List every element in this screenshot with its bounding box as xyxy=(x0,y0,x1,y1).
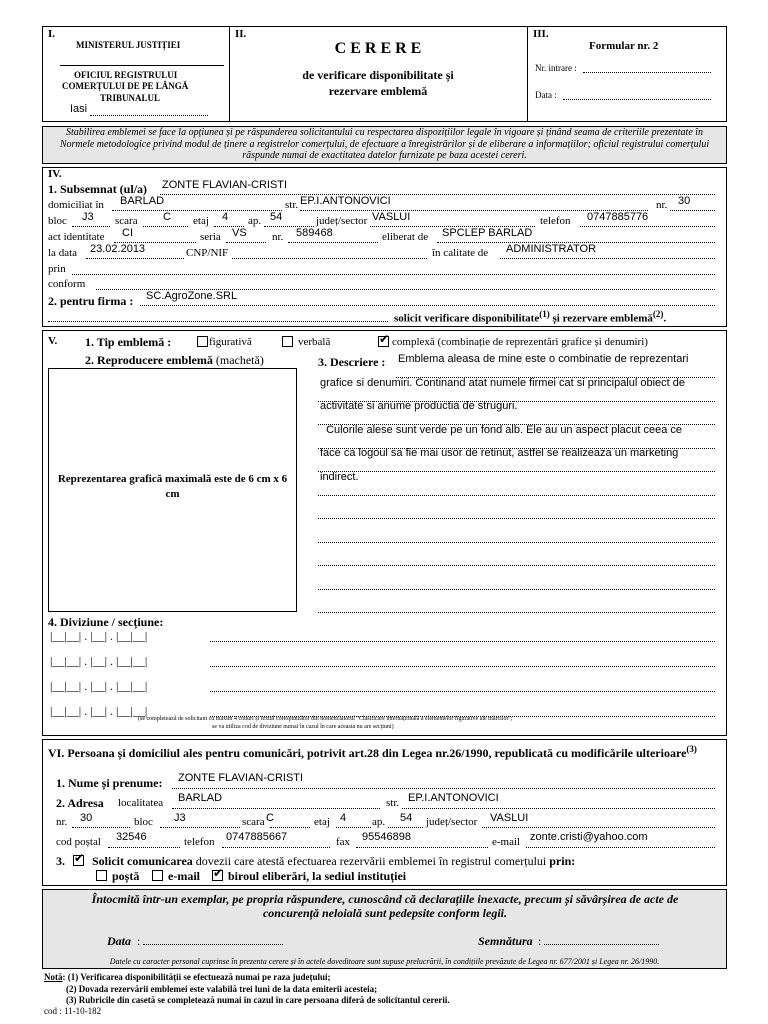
la-data-value[interactable]: 23.02.2013 xyxy=(90,243,146,255)
ap-value[interactable]: 54 xyxy=(270,211,283,223)
telefon-dots xyxy=(580,226,715,227)
checkbox-posta[interactable] xyxy=(96,870,107,881)
tip-label: 1. Tip emblemă : xyxy=(85,335,172,349)
str-label: str. xyxy=(285,199,299,211)
nr6-dots xyxy=(72,827,130,828)
data-intrare-label: Data : xyxy=(535,90,557,100)
judet-label: județ/sector xyxy=(316,215,368,227)
seria-dots xyxy=(226,242,266,243)
judet-value[interactable]: VASLUI xyxy=(372,211,411,223)
solicit-prin: prin: xyxy=(549,854,576,868)
scara6-label: scara xyxy=(242,816,265,828)
nr-dots xyxy=(670,210,715,211)
notes-line-1 xyxy=(44,972,331,982)
telefon6-label: telefon xyxy=(184,836,215,848)
division-code-pattern[interactable]: |__|__| . |__| . |__|__| xyxy=(50,654,148,668)
seria-value[interactable]: VS xyxy=(232,227,247,239)
sign-data-colon: : xyxy=(137,934,141,948)
telefon6-dots xyxy=(222,847,330,848)
section-6-title-text: VI. Persoana și domiciliul ales pentru comunicări, potrivit art.28 din Legea nr.26/1990, republicată cu modificările ulterioare xyxy=(48,746,687,760)
division-text-line[interactable] xyxy=(210,666,715,667)
data-intrare-field[interactable] xyxy=(563,99,711,100)
firma-dots-2 xyxy=(48,321,388,322)
form-title: C E R E R E xyxy=(334,40,422,57)
nume-label: 1. Nume și prenume: xyxy=(56,776,163,790)
section-4-number: IV. xyxy=(48,168,62,180)
description-line xyxy=(318,565,715,566)
scara6-dots xyxy=(270,827,310,828)
etaj6-label: etaj xyxy=(314,816,330,828)
opt-email: e-mail xyxy=(168,869,200,883)
form-number: Formular nr. 2 xyxy=(589,40,659,52)
subsemnat-value[interactable]: ZONTE FLAVIAN-CRISTI xyxy=(162,179,288,191)
nr-label: nr. xyxy=(656,199,668,211)
reproducere-note: (machetă) xyxy=(215,353,264,367)
sign-semnatura-field[interactable] xyxy=(544,944,659,945)
bloc6-value[interactable]: J3 xyxy=(174,812,186,824)
division-footnote-2: se va utiliza cod de diviziune numai în cazul în care aceasta nu are secțiuni) xyxy=(212,724,394,730)
description-line xyxy=(318,612,715,613)
ministry-rule xyxy=(60,65,224,66)
eliberat-value[interactable]: SPCLEP BARLAD xyxy=(442,227,533,239)
scara-label: scara xyxy=(115,215,138,227)
nr2-dots xyxy=(288,242,378,243)
domiciliat-dots xyxy=(112,210,282,211)
ap6-label: ap. xyxy=(372,816,386,828)
diviziune-label: 4. Diviziune / secțiune: xyxy=(48,615,164,629)
solicit-text6: dovezii care atestă efectuarea rezervării emblemei în registrul comerțului xyxy=(195,854,547,868)
privacy-note: Datele cu caracter personal cuprinse în prezenta cerere și în actele doveditoare sunt supuse prelucrării, în condițiile prevăzute de Legea nr. 677/2001 și Legea nr. 26/1990. xyxy=(109,957,660,966)
telefon6-value[interactable]: 0747885667 xyxy=(226,831,288,843)
nr-value[interactable]: 30 xyxy=(678,195,691,207)
etaj6-value[interactable]: 4 xyxy=(340,812,347,824)
sign-semnatura-label: Semnătura xyxy=(478,934,533,948)
city-dots xyxy=(90,115,208,116)
section-3-number: III. xyxy=(533,28,549,40)
judet6-value[interactable]: VASLUI xyxy=(490,812,529,824)
cod-value[interactable]: 32546 xyxy=(116,831,147,843)
email-value[interactable]: zonte.cristi@yahoo.com xyxy=(530,831,648,843)
description-text-line: activitate si anume productia de struguri. xyxy=(320,400,518,412)
nr6-value[interactable]: 30 xyxy=(80,812,93,824)
description-line xyxy=(318,589,715,590)
conform-label: conform xyxy=(48,278,86,290)
subsemnat-label: 1. Subsemnat (ul/a) xyxy=(48,182,148,196)
bloc6-label: bloc xyxy=(134,816,153,828)
description-text-line: indirect. xyxy=(320,470,359,483)
firma-label: 2. pentru firma : xyxy=(48,294,134,308)
description-text-line: grafice si denumiri. Continand atat numele firmei cat si principalul obiect de xyxy=(320,376,686,389)
cod-label: cod poștal xyxy=(56,836,101,848)
str6-dots xyxy=(402,808,715,809)
description-text-line: Culorile alese sunt verde pe un fond alb. Ele au un aspect placut ceea ce xyxy=(320,423,683,436)
telefon-value[interactable]: 0747885776 xyxy=(587,211,649,223)
nume-value[interactable]: ZONTE FLAVIAN-CRISTI xyxy=(178,772,304,784)
checkbox-verbala[interactable] xyxy=(282,336,293,347)
nr2-value[interactable]: 589468 xyxy=(296,227,333,239)
note-2: (2) Dovada rezervării emblemei este valabilă trei luni de la data emiterii acesteia; xyxy=(66,984,378,994)
act-value[interactable]: CI xyxy=(122,227,133,239)
scara-value[interactable]: C xyxy=(163,211,171,223)
scara-dots xyxy=(143,226,188,227)
cod-dots xyxy=(108,847,180,848)
division-text-line[interactable] xyxy=(210,641,715,642)
prin-dots[interactable] xyxy=(72,274,715,275)
opt-figurativa: figurativă xyxy=(209,336,252,348)
judet6-dots xyxy=(482,827,715,828)
calitate-dots xyxy=(500,258,715,259)
judet6-label: județ/sector xyxy=(426,816,478,828)
description-line xyxy=(318,542,715,543)
bloc-dots xyxy=(72,226,110,227)
note-3: (3) Rubricile din casetă se completează numai în cazul în care persoana diferă de solicitantul cererii. xyxy=(66,995,450,1005)
footnote-ref-3: (3) xyxy=(686,744,697,754)
note-1: : (1) Verificarea disponibilității se efectuează numai pe raza județului; xyxy=(62,972,331,982)
la-data-dots xyxy=(86,258,184,259)
localitatea-value[interactable]: BARLAD xyxy=(178,792,223,804)
period: . xyxy=(663,312,667,325)
checkbox-figurativa[interactable] xyxy=(197,336,208,347)
telefon-label: telefon xyxy=(540,215,571,227)
opt-birou: biroul eliberări, la sediul instituției xyxy=(228,869,407,883)
cnp-label: CNP/NIF xyxy=(186,247,229,259)
descriere-label: 3. Descriere : xyxy=(318,355,386,369)
checkbox-complexa[interactable]: ✔ xyxy=(379,332,390,346)
domiciliat-label: domiciliat în xyxy=(48,199,104,211)
nume-dots xyxy=(172,788,715,789)
ap6-value[interactable]: 54 xyxy=(400,812,413,824)
act-label: act identitate xyxy=(48,231,105,243)
email-label: e-mail xyxy=(492,836,521,848)
calitate-value[interactable]: ADMINISTRATOR xyxy=(506,243,597,255)
scara6-value[interactable]: C xyxy=(266,812,274,824)
solicit-number: 3. xyxy=(56,854,65,868)
solicit-bold: Solicit comunicarea xyxy=(92,854,193,868)
etaj6-dots xyxy=(336,827,371,828)
str6-label: str. xyxy=(386,797,400,809)
section-5-number: V. xyxy=(48,335,58,347)
description-text-line: Emblema aleasa de mine este o combinatie de reprezentari xyxy=(398,353,689,365)
firma-value[interactable]: SC.AgroZone.SRL xyxy=(146,290,238,302)
office-line-1: OFICIUL REGISTRULUI xyxy=(74,70,178,80)
description-line xyxy=(318,495,715,496)
description-line xyxy=(318,518,715,519)
reproducere-text: 2. Reproducere emblemă xyxy=(85,353,213,367)
checkbox-solicit[interactable]: ✔ xyxy=(74,851,85,865)
ap6-dots xyxy=(388,827,423,828)
checkbox-birou[interactable]: ✔ xyxy=(213,866,224,880)
calitate-label: în calitate de xyxy=(432,247,489,259)
section-6-title xyxy=(48,742,718,760)
rezervare-text: și rezervare emblemă xyxy=(552,312,653,325)
opt-posta: poștă xyxy=(112,869,140,883)
division-footnote-1: (se completează de solicitant cu maxim 4 coduri și textul corespunzător din nomenclatorul "Clasificare internațională a elementelor figurative ale mărcilor"; xyxy=(138,716,513,722)
footnote-ref-2: (2) xyxy=(652,309,664,319)
prin-label: prin xyxy=(48,263,66,275)
section-2-number: II. xyxy=(235,28,247,40)
notice-box: Stabilirea emblemei se face la opțiunea și pe răspunderea solicitantului cu respectarea dispozițiilor legale în vigoare și ținând seama de criteriile prezentate în Normele metodologice privind modul de ținere a registrelor comerțului, de efectuare a înregistrărilor și de eliberare a informațiilor; oficiul registrului comerțului răspunde numai de exactitatea datelor furnizate pe baza acestei cereri. xyxy=(42,126,727,164)
reproducere-label xyxy=(85,353,264,368)
description-line xyxy=(318,471,715,472)
division-text-line[interactable] xyxy=(210,691,715,692)
str6-value[interactable]: EP.I.ANTONOVICI xyxy=(408,792,499,804)
ministry-name: MINISTERUL JUSTIȚIEI xyxy=(76,40,181,50)
firma-dots xyxy=(140,305,715,306)
nr-intrare-field[interactable] xyxy=(583,72,711,73)
division-code-pattern[interactable]: |__|__| . |__| . |__|__| xyxy=(50,679,148,693)
fax-dots xyxy=(356,847,488,848)
form-subtitle-1: de verificare disponibilitate și xyxy=(302,68,454,82)
office-line-3: TRIBUNALUL xyxy=(100,93,161,103)
solicit-line xyxy=(394,309,666,325)
division-code-pattern[interactable]: |__|__| . |__| . |__|__| xyxy=(50,704,148,718)
form-code: cod : 11-10-182 xyxy=(44,1006,102,1016)
section-1-number: I. xyxy=(48,28,56,40)
solicit-text: solicit verificare disponibilitate xyxy=(394,312,540,325)
solicit-comunicarea xyxy=(92,854,575,869)
seria-label: seria xyxy=(200,231,221,243)
tribunal-city: Iasi xyxy=(70,103,88,115)
domiciliat-value[interactable]: BARLAD xyxy=(120,195,165,207)
fax-label: fax xyxy=(336,836,351,848)
fax-value[interactable]: 95546898 xyxy=(362,831,411,843)
etaj-value[interactable]: 4 xyxy=(222,211,229,223)
bloc-value[interactable]: J3 xyxy=(82,211,94,223)
localitatea-label: localitatea xyxy=(118,797,164,809)
ap-label: ap. xyxy=(248,215,262,227)
notes-label: Notă xyxy=(44,972,63,982)
cnp-dots[interactable] xyxy=(232,258,427,259)
eliberat-label: eliberat de xyxy=(382,231,429,243)
checkbox-email[interactable] xyxy=(152,870,163,881)
sign-semnatura-colon: : xyxy=(538,934,542,948)
nr2-label: nr. xyxy=(272,231,284,243)
division-code-pattern[interactable]: |__|__| . |__| . |__|__| xyxy=(50,629,148,643)
opt-complexa: complexă (combinație de reprezentări grafice și denumiri) xyxy=(392,336,648,348)
nr-intrare-label: Nr. intrare : xyxy=(535,63,577,73)
footnote-ref-1: (1) xyxy=(539,309,550,319)
nr6-label: nr. xyxy=(56,816,68,828)
opt-verbala: verbală xyxy=(298,336,331,348)
adresa-label: 2. Adresa xyxy=(56,796,104,810)
header-divider-2 xyxy=(527,26,528,122)
la-data-label: la data xyxy=(48,247,78,259)
form-subtitle-2: rezervare emblemă xyxy=(328,84,428,98)
email-dots xyxy=(526,847,715,848)
reproduction-hint: Reprezentarea grafică maximală este de 6 cm x 6 cm xyxy=(57,473,288,500)
bloc-label: bloc xyxy=(48,215,67,227)
description-text-line: face ca logoul sa fie mai usor de retinut, astfel se realizeaza un marketing xyxy=(320,447,679,459)
office-line-2: COMERȚULUI DE PE LÂNGĂ xyxy=(62,81,189,91)
subsemnat-dots xyxy=(160,194,715,195)
etaj-label: etaj xyxy=(193,215,209,227)
bloc6-dots xyxy=(160,827,240,828)
sign-data-label: Data xyxy=(107,934,131,948)
localitatea-dots xyxy=(172,808,380,809)
sign-data-field[interactable] xyxy=(143,944,283,945)
oath-text: Întocmită într-un exemplar, pe propria răspundere, cunoscând că declarațiile inexacte, precum și săvârșirea de acte de concurență neloială sunt pedepsite conform legii. xyxy=(91,892,679,920)
str-value[interactable]: EP.I.ANTONOVICI xyxy=(300,195,391,207)
